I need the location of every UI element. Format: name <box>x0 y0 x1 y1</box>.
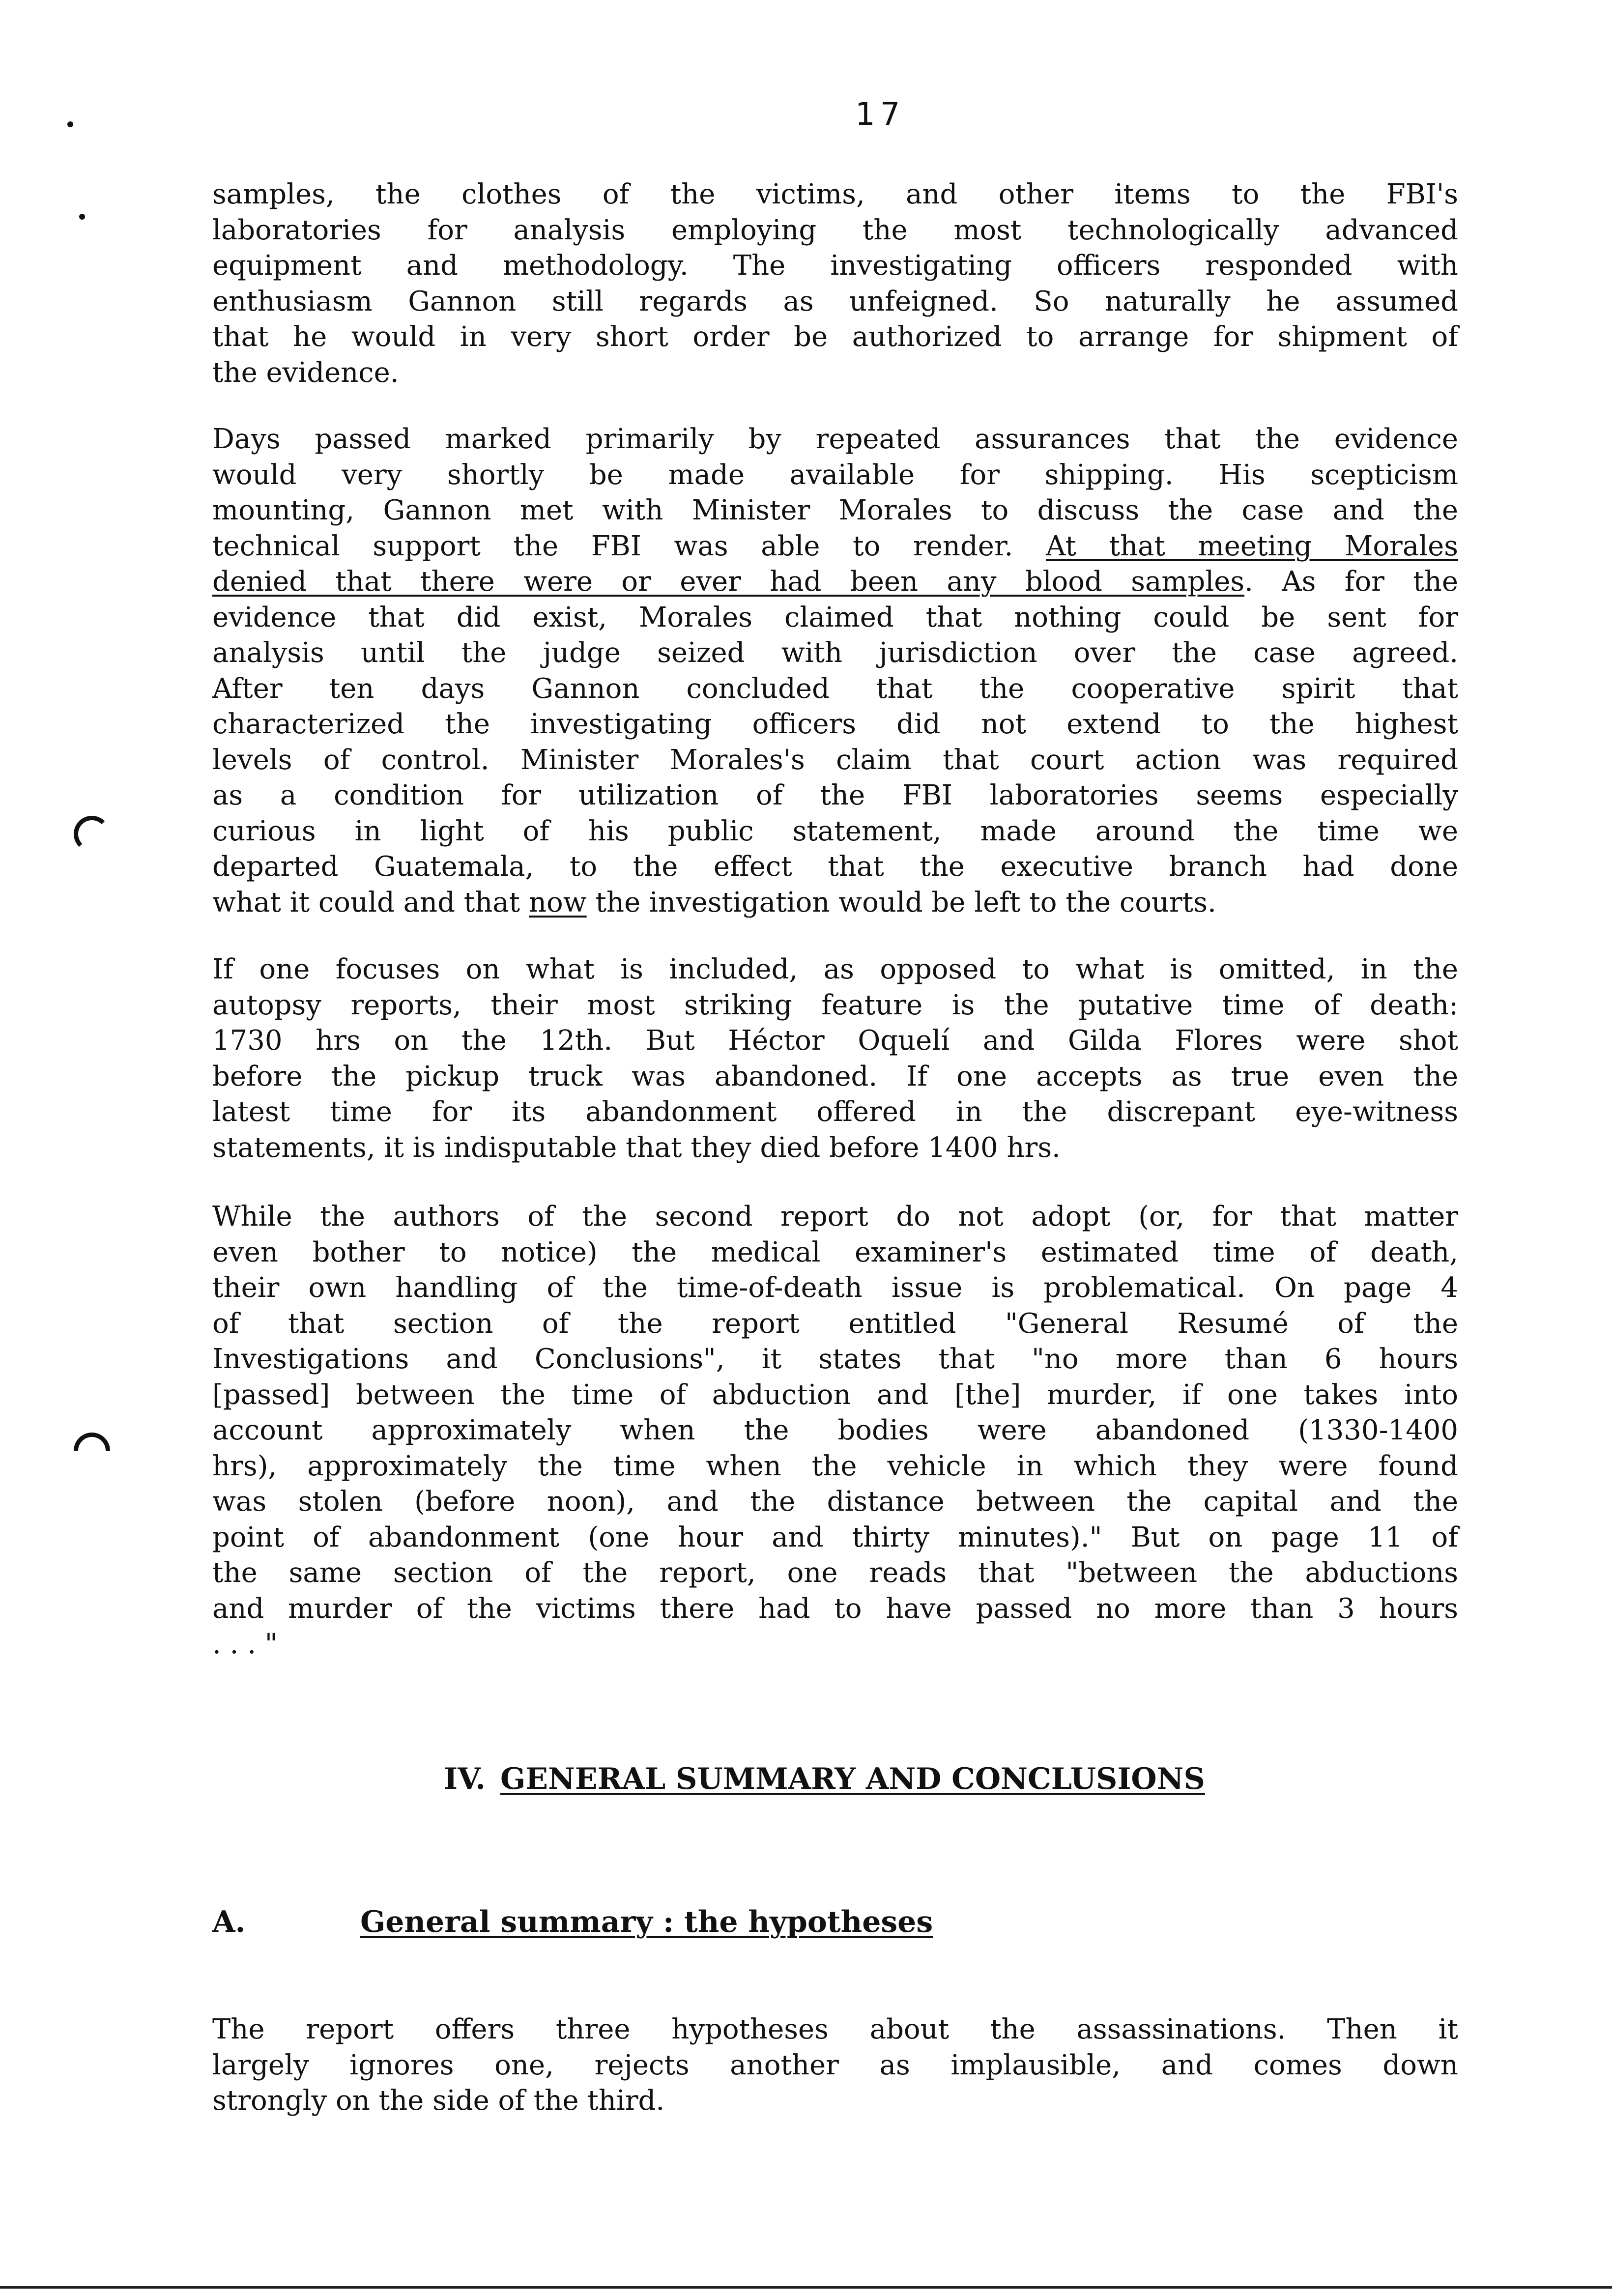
text-line: curious in light of his public statement, made around the time we <box>212 815 1458 847</box>
section-number: IV. <box>444 1762 486 1796</box>
text-line: largely ignores one, rejects another as implausible, and comes down <box>212 2049 1458 2081</box>
page-edge-line <box>0 2286 1612 2289</box>
underlined-text: now <box>528 886 587 918</box>
text-line: [passed] between the time of abduction and [the] murder, if one takes into <box>212 1378 1458 1411</box>
text-line <box>212 564 1458 600</box>
text-line <box>212 885 1458 921</box>
text-line: before the pickup truck was abandoned. If one accepts as true even the <box>212 1060 1458 1092</box>
text-line: equipment and methodology. The investigating officers responded with <box>212 250 1458 282</box>
text-line: was stolen (before noon), and the distance between the capital and the <box>212 1486 1458 1518</box>
text-segment: . As for the <box>1244 566 1458 598</box>
text-line: latest time for its abandonment offered in the discrepant eye-witness <box>212 1096 1458 1128</box>
text-line: autopsy reports, their most striking feature is the putative time of death: <box>212 989 1458 1021</box>
text-line: laboratories for analysis employing the most technologically advanced <box>212 214 1458 246</box>
punch-mark <box>79 214 85 220</box>
subsection-title: General summary : the hypotheses <box>360 1905 933 1939</box>
text-line: If one focuses on what is included, as opposed to what is omitted, in the <box>212 953 1458 985</box>
text-line: . . . " <box>212 1628 278 1660</box>
binding-mark <box>74 816 110 852</box>
text-line: After ten days Gannon concluded that the cooperative spirit that <box>212 672 1458 705</box>
text-line: 1730 hrs on the 12th. But Héctor Oquelí and Gilda Flores were shot <box>212 1025 1458 1057</box>
paragraph <box>212 1199 1458 1663</box>
text-line: and murder of the victims there had to have passed no more than 3 hours <box>212 1592 1458 1625</box>
text-line: analysis until the judge seized with jurisdiction over the case agreed. <box>212 637 1458 669</box>
text-line: departed Guatemala, to the effect that the executive branch had done <box>212 851 1458 883</box>
text-line: mounting, Gannon met with Minister Morales to discuss the case and the <box>212 494 1458 526</box>
text-line <box>212 529 1458 565</box>
text-segment: what it could and that <box>212 886 529 918</box>
text-line: enthusiasm Gannon still regards as unfeigned. So naturally he assumed <box>212 285 1458 317</box>
text-line: their own handling of the time-of-death issue is problematical. On page 4 <box>212 1272 1458 1304</box>
text-line: as a condition for utilization of the FBI laboratories seems especially <box>212 779 1458 811</box>
text-line: The report offers three hypotheses about the assassinations. Then it <box>212 2013 1458 2045</box>
text-line: characterized the investigating officers did not extend to the highest <box>212 708 1458 740</box>
underlined-text: At that meeting Morales <box>1045 530 1458 562</box>
text-line: Days passed marked primarily by repeated assurances that the evidence <box>212 423 1458 455</box>
text-line: even bother to notice) the medical examiner's estimated time of death, <box>212 1236 1458 1268</box>
section-heading <box>444 1762 1205 1796</box>
paragraph <box>212 952 1458 1166</box>
section-title: GENERAL SUMMARY AND CONCLUSIONS <box>500 1762 1205 1796</box>
text-line: levels of control. Minister Morales's claim that court action was required <box>212 744 1458 776</box>
text-line: of that section of the report entitled "General Resumé of the <box>212 1307 1458 1340</box>
paragraph <box>212 177 1458 391</box>
punch-mark <box>67 121 73 127</box>
page-number: 17 <box>855 96 905 133</box>
subsection-letter: A. <box>212 1905 246 1939</box>
text-line: the evidence. <box>212 356 399 389</box>
text-line: the same section of the report, one reads that "between the abductions <box>212 1557 1458 1589</box>
text-line: evidence that did exist, Morales claimed that nothing could be sent for <box>212 601 1458 633</box>
text-segment: the investigation would be left to the courts. <box>586 886 1216 918</box>
text-line: that he would in very short order be authorized to arrange for shipment of <box>212 321 1458 353</box>
underlined-text: denied that there were or ever had been any blood samples <box>212 566 1245 598</box>
text-line: point of abandonment (one hour and thirty minutes)." But on page 11 of <box>212 1521 1458 1553</box>
text-line: would very shortly be made available for shipping. His scepticism <box>212 459 1458 491</box>
text-line: statements, it is indisputable that they died before 1400 hrs. <box>212 1131 1061 1164</box>
text-line: hrs), approximately the time when the vehicle in which they were found <box>212 1450 1458 1482</box>
text-line: While the authors of the second report do not adopt (or, for that matter <box>212 1201 1458 1233</box>
paragraph <box>212 2012 1458 2119</box>
binding-mark <box>66 1425 118 1477</box>
text-line: account approximately when the bodies were abandoned (1330-1400 <box>212 1414 1458 1446</box>
text-line: Investigations and Conclusions", it states that "no more than 6 hours <box>212 1343 1458 1375</box>
paragraph <box>212 422 1458 920</box>
text-line: samples, the clothes of the victims, and other items to the FBI's <box>212 178 1458 210</box>
text-line: strongly on the side of the third. <box>212 2085 665 2117</box>
text-segment: technical support the FBI was able to render. <box>212 530 1046 562</box>
